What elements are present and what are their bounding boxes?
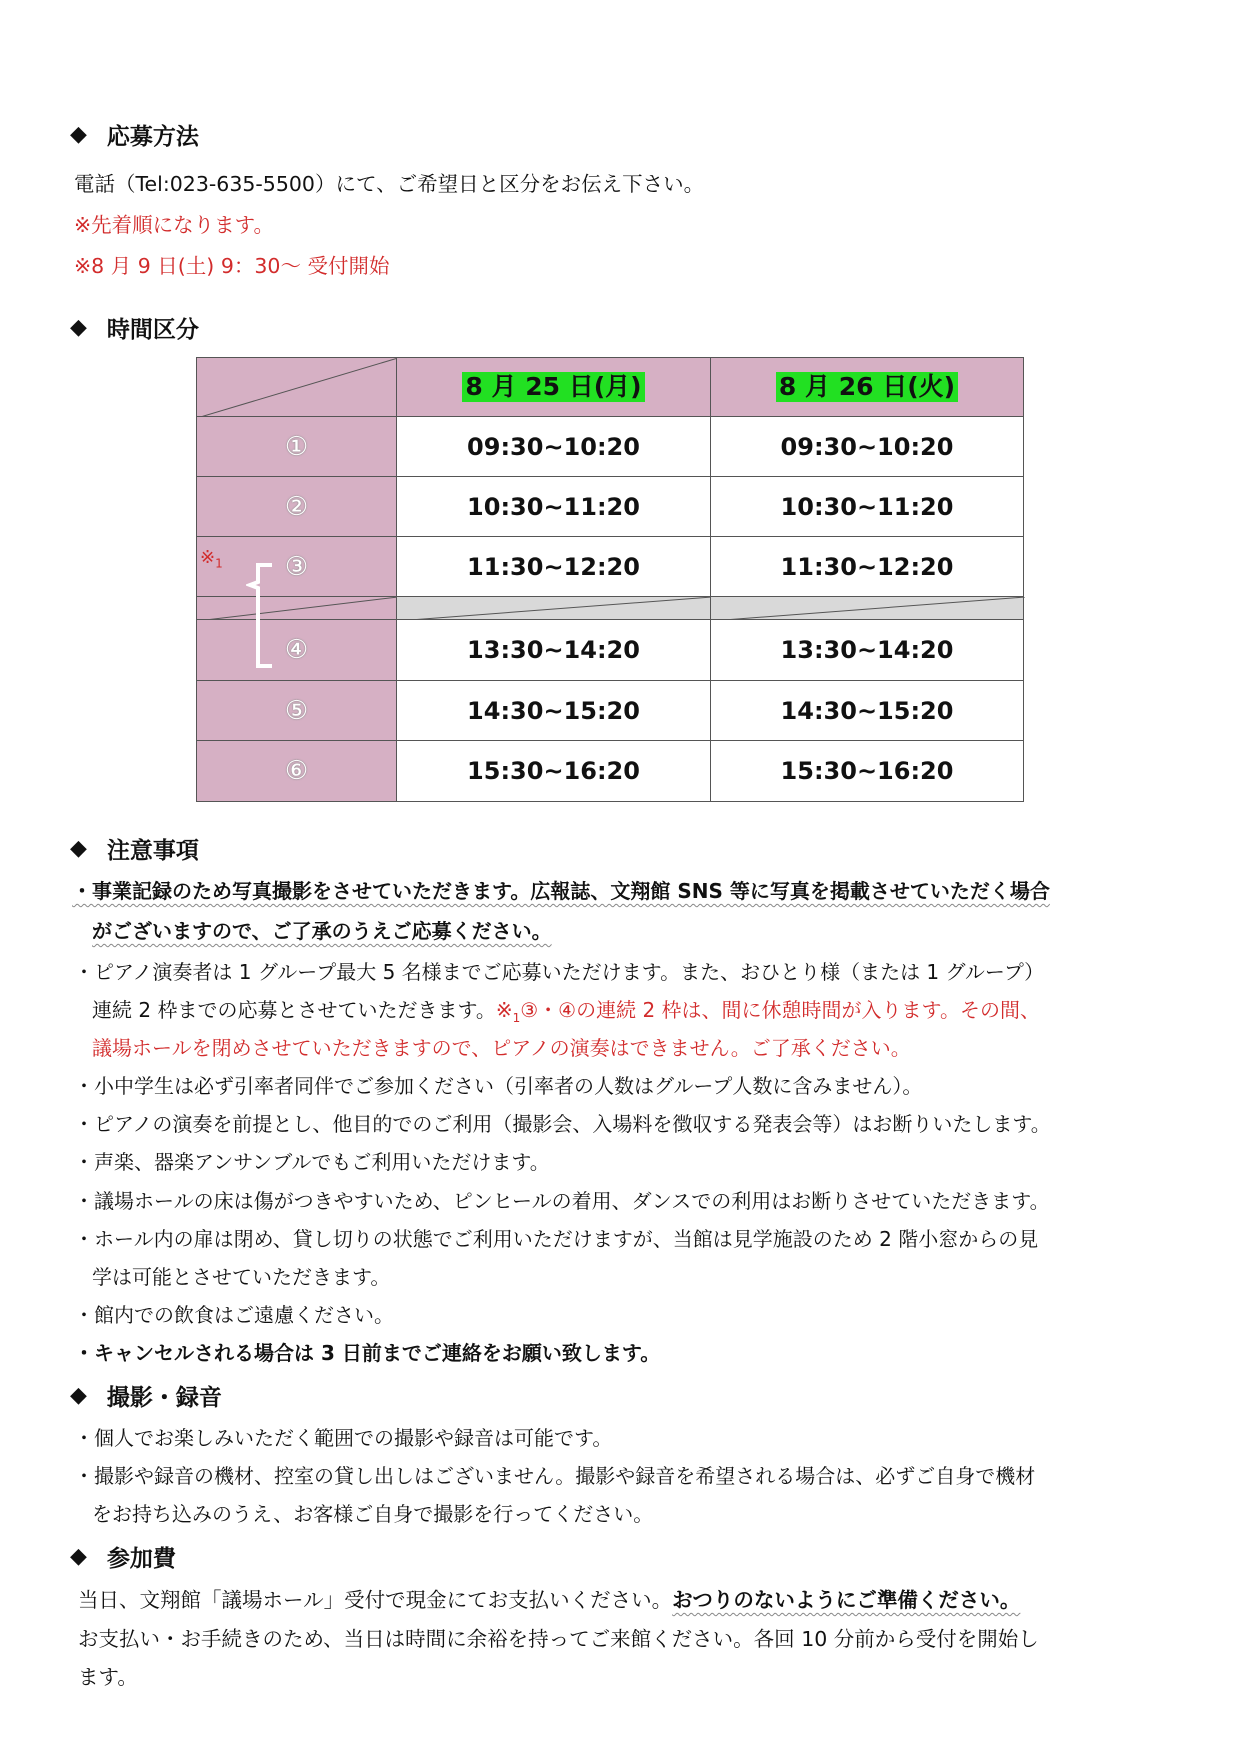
note-piano-line-3: 議場ホールを閉めさせていただきますので、ピアノの演奏はできません。ご了承ください。 [92, 1036, 911, 1060]
slot-label-4: ④ [284, 635, 309, 665]
time-label: 11:30~12:20 [467, 552, 640, 581]
fee-line-3: ます。 [78, 1665, 138, 1689]
time-cell-4-2 [710, 619, 1024, 681]
slot-label-6: ⑥ [284, 756, 309, 786]
date-label-1: 8 月 25 日(月) [462, 372, 644, 402]
slot-cell-2 [196, 476, 397, 537]
recording-line-3: をお持ち込みのうえ、お客様ご自身で撮影を行ってください。 [92, 1502, 654, 1526]
note-door-line-2: 学は可能とさせていただきます。 [92, 1265, 391, 1289]
note-piano-text-black: 連続 2 枠までの応募とさせていただきます。 [92, 998, 496, 1022]
note-photo-line-1 [72, 881, 1050, 901]
heading-fee [70, 1540, 176, 1573]
note-ensemble-line: ・声楽、器楽アンサンブルでもご利用いただけます。 [74, 1150, 550, 1174]
note-piano-line-1: ・ピアノ演奏者は 1 グループ最大 5 名様までご応募いただけます。また、おひとり様（または 1 グループ） [74, 960, 1045, 984]
heading-recording-text: 撮影・録音 [106, 1385, 222, 1411]
slot-cell-4 [196, 619, 397, 681]
time-label: 11:30~12:20 [780, 552, 954, 581]
date-header-2 [710, 357, 1024, 417]
note-food-line: ・館内での飲食はご遠慮ください。 [74, 1303, 394, 1327]
heading-notes-text: 注意事項 [106, 838, 199, 864]
heading-fee-text: 参加費 [106, 1546, 176, 1572]
heading-schedule-text: 時間区分 [106, 317, 199, 343]
diamond-bullet-icon: ◆ [70, 1383, 87, 1408]
heading-apply [70, 118, 199, 151]
slot-cell-1 [196, 416, 397, 477]
fee-line-2: お支払い・お手続きのため、当日は時間に余裕を持ってご来館ください。各回 10 分前から受付を開始し [78, 1627, 1039, 1651]
time-label: 10:30~11:20 [467, 492, 640, 521]
slot-label-3: ③ [284, 551, 309, 582]
note-mark-sub: 1 [215, 556, 223, 571]
diamond-bullet-icon: ◆ [70, 122, 87, 147]
fee-line-1 [78, 1590, 1020, 1611]
time-cell-5-1 [396, 680, 711, 741]
note-purpose-line: ・ピアノの演奏を前提とし、他目的でのご利用（撮影会、入場料を徴収する発表会等）はお断りいたします。 [74, 1112, 1051, 1136]
apply-phone-line: 電話（Tel:023-635-5500）にて、ご希望日と区分をお伝え下さい。 [74, 172, 705, 196]
note-piano-red [495, 998, 1040, 1025]
date-label-2: 8 月 26 日(火) [776, 372, 958, 402]
diamond-bullet-icon: ◆ [70, 1544, 87, 1569]
heading-notes [70, 832, 199, 865]
note-photo-text-2: がございますので、ご了承のうえご応募ください。 [92, 919, 552, 943]
bracket-icon [246, 562, 286, 672]
break-diagonal [197, 597, 398, 621]
time-cell-5-2 [710, 680, 1024, 741]
break-cell-2 [710, 596, 1024, 620]
apply-start-note: ※8 月 9 日(土) 9：30～ 受付開始 [74, 254, 390, 278]
note-piano-line-2 [92, 1000, 1040, 1024]
time-cell-2-2 [710, 476, 1024, 537]
time-label: 14:30~15:20 [467, 696, 640, 725]
note-cancel-line: ・キャンセルされる場合は 3 日前までご連絡をお願い致します。 [74, 1341, 661, 1365]
schedule-table [196, 357, 1024, 802]
fee-text-1a: 当日、文翔館「議場ホール」受付で現金にてお支払いください。 [78, 1588, 673, 1612]
corner-diagonal [197, 358, 398, 418]
note-mark-symbol: ※ [200, 547, 216, 568]
slot-cell-3 [196, 536, 397, 597]
time-label: 09:30~10:20 [467, 432, 640, 461]
time-cell-1-1 [396, 416, 711, 477]
break-cell-slot [196, 596, 397, 620]
note-piano-red-sub: 1 [512, 1011, 521, 1025]
note-mark-1 [200, 547, 223, 571]
note-photo-text-1: ・事業記録のため写真撮影をさせていただきます。広報誌、文翔館 SNS 等に写真を掲載させていただく場合 [72, 879, 1050, 903]
time-label: 13:30~14:20 [467, 636, 640, 664]
break-diagonal [711, 597, 1025, 621]
time-cell-4-1 [396, 619, 711, 681]
time-cell-6-2 [710, 740, 1024, 802]
time-label: 10:30~11:20 [780, 492, 954, 521]
time-cell-3-1 [396, 536, 711, 597]
time-cell-3-2 [710, 536, 1024, 597]
slot-label-1: ① [284, 431, 309, 462]
note-children-line: ・小中学生は必ず引率者同伴でご参加ください（引率者の人数はグループ人数に含みません）。 [74, 1074, 923, 1098]
date-header-1 [396, 357, 711, 417]
slot-cell-5 [196, 680, 397, 741]
slot-label-5: ⑤ [284, 695, 309, 726]
note-floor-line: ・議場ホールの床は傷がつきやすいため、ピンヒールの着用、ダンスでの利用はお断りさせていただきます。 [74, 1189, 1050, 1213]
fee-text-1b: おつりのないようにご準備ください。 [672, 1588, 1021, 1612]
apply-first-come-note: ※先着順になります。 [74, 213, 275, 237]
break-diagonal [397, 597, 712, 621]
slot-label-2: ② [284, 491, 309, 522]
time-label: 15:30~16:20 [780, 757, 954, 785]
diamond-bullet-icon: ◆ [70, 315, 87, 340]
time-cell-1-2 [710, 416, 1024, 477]
note-photo-line-2 [92, 921, 552, 941]
time-cell-6-1 [396, 740, 711, 802]
time-label: 14:30~15:20 [780, 696, 954, 725]
time-cell-2-1 [396, 476, 711, 537]
note-piano-red-text: ③・④の連続 2 枠は、間に休憩時間が入ります。その間、 [520, 998, 1040, 1022]
slot-cell-6 [196, 740, 397, 802]
diamond-bullet-icon: ◆ [70, 836, 87, 861]
table-corner-cell [196, 357, 397, 417]
note-piano-red-mark: ※ [495, 998, 513, 1022]
heading-recording [70, 1379, 222, 1412]
break-cell-1 [396, 596, 711, 620]
heading-schedule [70, 311, 199, 344]
note-door-line-1: ・ホール内の扉は閉め、貸し切りの状態でご利用いただけますが、当館は見学施設のため 2 階小窓からの見 [74, 1227, 1039, 1251]
time-label: 15:30~16:20 [467, 757, 640, 785]
heading-apply-text: 応募方法 [106, 124, 199, 150]
recording-line-2: ・撮影や録音の機材、控室の貸し出しはございません。撮影や録音を希望される場合は、必ずご自身で機材 [74, 1464, 1036, 1488]
time-label: 13:30~14:20 [780, 636, 954, 664]
time-label: 09:30~10:20 [780, 432, 954, 461]
recording-line-1: ・個人でお楽しみいただく範囲での撮影や録音は可能です。 [74, 1426, 613, 1450]
